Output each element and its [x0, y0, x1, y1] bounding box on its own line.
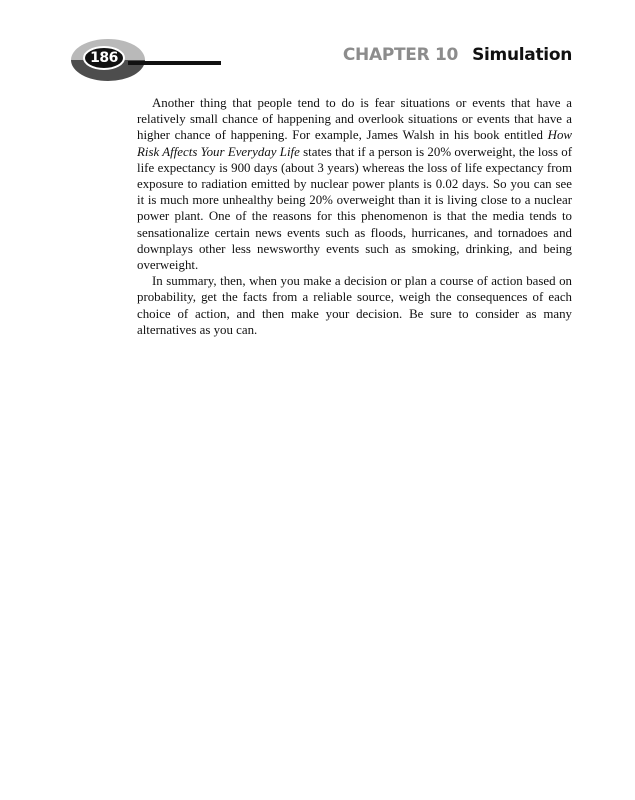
paragraph-text: states that if a person is 20% overweight, the loss of life expectancy is 900 days (about 3 years) whereas the loss of life expectancy from exposure to radiation emitted by nuclear power plants is 0.02 days. So you can see it is much more unhealthy being 20% overweight than it is living close to a nuclear power plant. One of the reasons for this phenomenon is that the media tends to sensationalize certain news events such as floods, hurricanes, and tornadoes and downplays other less newsworthy events such as smoking, drinking, and being overweight. [137, 144, 572, 273]
page-number: 186 [90, 50, 118, 66]
chapter-title: Simulation [472, 45, 572, 65]
header-rule [128, 61, 221, 65]
page-header [0, 0, 635, 100]
body-text [137, 95, 572, 338]
paragraph-text: Another thing that people tend to do is fear situations or events that have a relatively small chance of happening and overlook situations or events that have a higher chance of happening. For example, James Walsh in his book entitled [137, 96, 572, 143]
paragraph: In summary, then, when you make a decision or plan a course of action based on probability, get the facts from a reliable source, weigh the consequences of each choice of action, and then make your decision. Be sure to consider as many alternatives as you can. [137, 274, 572, 337]
chapter-label: CHAPTER 10 [342, 45, 459, 65]
book-title: How Risk Affects Your Everyday Life [137, 128, 572, 159]
paragraph [137, 95, 572, 273]
running-head [343, 45, 572, 65]
